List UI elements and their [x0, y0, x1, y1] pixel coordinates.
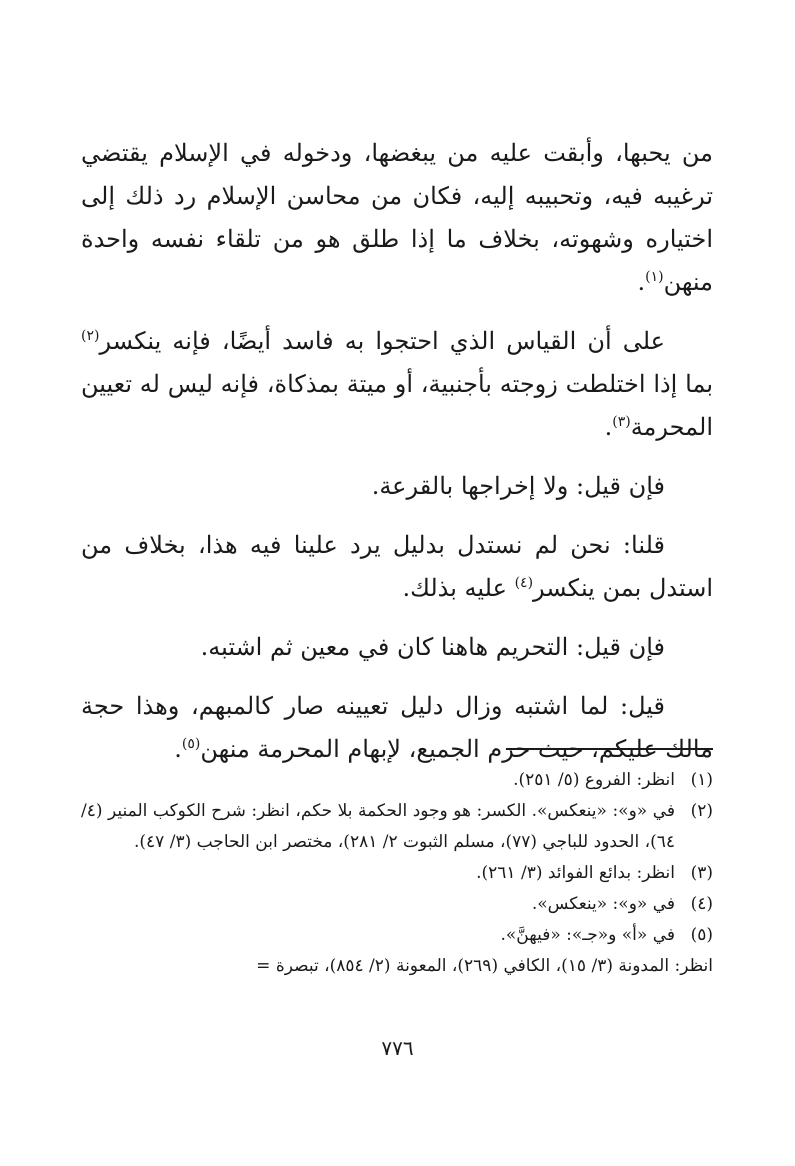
- main-text: [81, 132, 713, 771]
- paragraph-4-text-a: قلنا: نحن لم نستدل بدليل يرد علينا فيه هذا، بخلاف من استدل بمن ينكسر: [81, 531, 713, 602]
- footnote-ref-3[interactable]: (٣): [612, 414, 631, 430]
- paragraph-4: [81, 524, 713, 610]
- footnote-text: انظر: الفروع (٥/ ٢٥١).: [513, 770, 675, 790]
- footnote-3: [81, 858, 713, 889]
- footnote-number: (٣): [690, 863, 713, 883]
- footnotes: [81, 765, 713, 982]
- paragraph-2-text-b: بما إذا اختلطت زوجته بأجنبية، أو ميتة بمذكاة، فإنه ليس له تعيين المحرمة: [81, 370, 713, 441]
- footnote-number: (٢): [690, 801, 713, 821]
- footnote-separator: [506, 748, 713, 750]
- paragraph-6: [81, 685, 713, 771]
- footnote-ref-5[interactable]: (٥): [181, 736, 201, 752]
- footnote-number: (٤): [690, 894, 713, 914]
- paragraph-2: [81, 320, 713, 449]
- footnote-ref-2[interactable]: (٢): [81, 328, 100, 344]
- footnote-text: في «و»: «ينعكس». الكسر: هو وجود الحكمة بلا حكم، انظر: شرح الكوكب المنير (٤/ ٦٤)، الحدود للباجي (٧٧)، مسلم الثبوت ٢/ ٢٨١)، مختصر ابن الحاجب (٣/ ٤٧).: [81, 801, 675, 852]
- footnote-continuation: انظر: المدونة (٣/ ١٥)، الكافي (٢٦٩)، المعونة (٢/ ٨٥٤)، تبصرة =: [256, 956, 713, 976]
- paragraph-2-text-a: على أن القياس الذي احتجوا به فاسد أيضًا، فإنه ينكسر: [99, 327, 666, 355]
- paragraph-6-text: قيل: لما اشتبه وزال دليل تعيينه صار كالمبهم، وهذا حجة مالك عليكم، حيث حرم الجميع، لإبهام المحرمة منهن: [81, 692, 713, 763]
- footnote-1: [81, 765, 713, 796]
- footnote-5: [81, 920, 713, 951]
- footnote-number: (١): [690, 770, 713, 790]
- footnote-2: [81, 796, 713, 858]
- footnote-4: [81, 889, 713, 920]
- footnote-text: في «أ» و«جـ»: «فيهنَّ».: [500, 925, 675, 945]
- paragraph-5: فإن قيل: التحريم هاهنا كان في معين ثم اشتبه.: [200, 633, 665, 661]
- page-number: ٧٧٦: [381, 1036, 414, 1060]
- footnote-text: في «و»: «ينعكس».: [531, 894, 675, 914]
- footnote-ref-1[interactable]: (١): [645, 269, 664, 285]
- paragraph-1: [81, 132, 713, 304]
- footnote-text: انظر: بدائع الفوائد (٣/ ٢٦١).: [476, 863, 675, 883]
- paragraph-1-end: .: [637, 268, 646, 296]
- paragraph-1-text: من يحبها، وأبقت عليه من يبغضها، ودخوله في الإسلام يقتضي ترغيبه فيه، وتحبيبه إليه، فكان من محاسن الإسلام رد ذلك إلى اختياره وشهوته، بخلاف ما إذا طلق هو من تلقاء نفسه واحدة منهن: [81, 139, 713, 296]
- paragraph-2-end: .: [604, 413, 613, 441]
- footnote-ref-4[interactable]: (٤): [514, 575, 534, 591]
- paragraph-4-text-b: عليه بذلك.: [402, 574, 515, 602]
- paragraph-3: فإن قيل: ولا إخراجها بالقرعة.: [371, 472, 665, 500]
- footnote-number: (٥): [690, 925, 713, 945]
- paragraph-6-end: .: [174, 735, 182, 763]
